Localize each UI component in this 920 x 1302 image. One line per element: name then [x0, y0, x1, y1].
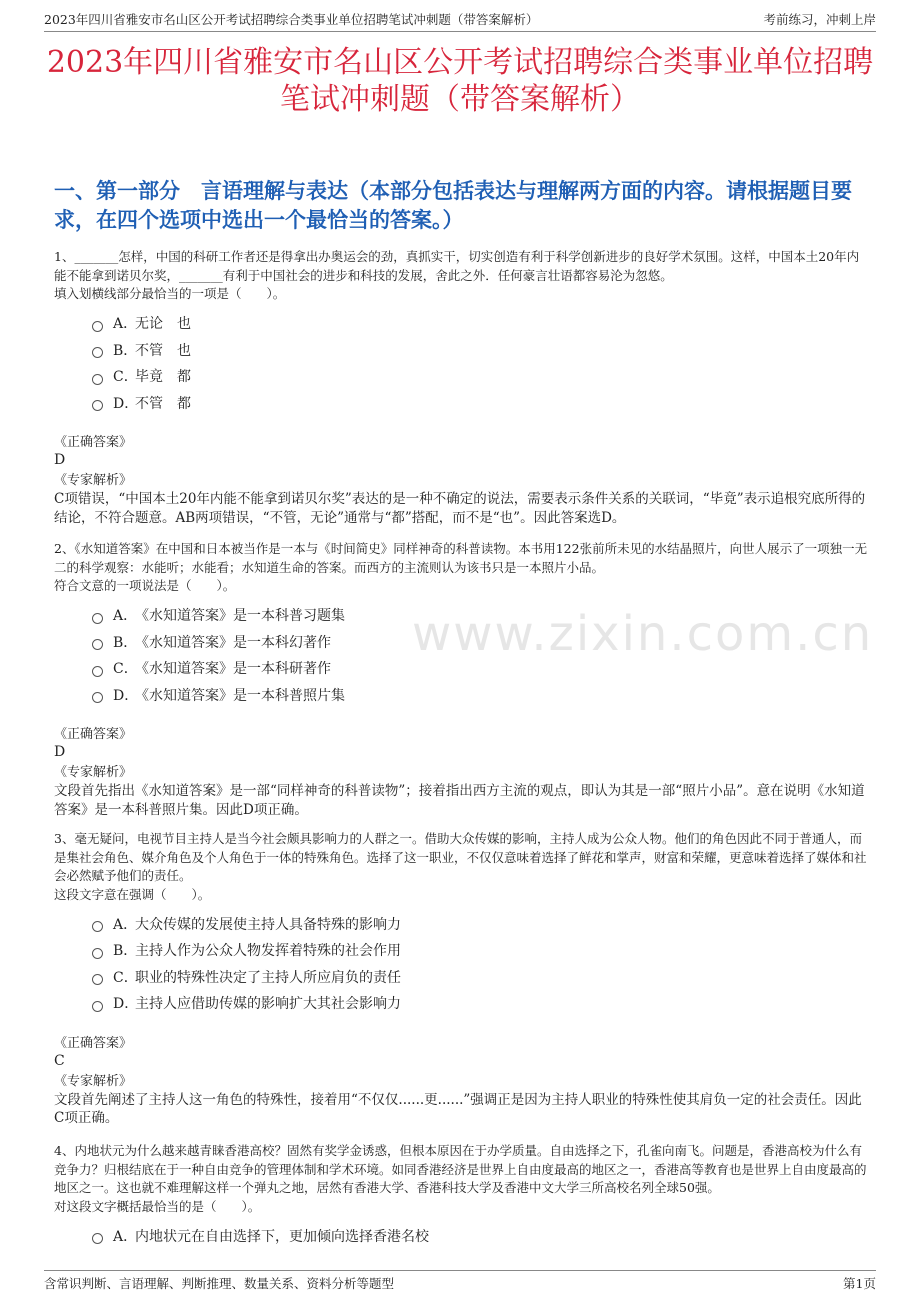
- option-letter: A．: [113, 1228, 138, 1245]
- question-text: 2、《水知道答案》在中国和日本被当作是一本与《时间简史》同样神奇的科普读物。本书用122张前所未见的水结晶照片，向世人展示了一项独一无二的科学观察：水能听；水能看；水知道生命的答案。而西方的主流则认为该书只是一本照片小品。: [54, 541, 868, 575]
- page-number: 第1页: [843, 1276, 876, 1291]
- watermark: www.zixin.com.cn: [412, 606, 874, 662]
- document-title: 2023年四川省雅安市名山区公开考试招聘综合类事业单位招聘笔试冲刺题（带答案解析）: [46, 45, 874, 117]
- option-letter: B．: [113, 634, 138, 651]
- option-text: 大众传媒的发展使主持人具备特殊的影响力: [135, 916, 401, 933]
- radio-icon[interactable]: [92, 948, 103, 959]
- option-d[interactable]: [92, 390, 868, 417]
- option-text: 主持人应借助传媒的影响扩大其社会影响力: [135, 996, 401, 1013]
- radio-icon[interactable]: [92, 400, 103, 411]
- question-2: [54, 540, 868, 819]
- option-letter: B．: [113, 342, 138, 359]
- option-letter: A．: [113, 316, 138, 333]
- option-a[interactable]: [92, 1223, 868, 1250]
- option-letter: B．: [113, 943, 138, 960]
- option-b[interactable]: [92, 337, 868, 364]
- footer-topics: 含常识判断、言语理解、判断推理、数量关系、资料分析等题型: [44, 1276, 395, 1291]
- option-list: [92, 602, 868, 708]
- option-b[interactable]: [92, 937, 868, 964]
- answer-value: C: [54, 1052, 65, 1069]
- analysis-text: 文段首先指出《水知道答案》是一部“同样神奇的科普读物”；接着指出西方主流的观点，即认为其是一部“照片小品”。意在说明《水知道答案》是一本科普照片集。因此D项正确。: [54, 783, 865, 818]
- analysis-label: 《专家解析》: [54, 473, 133, 488]
- analysis-label: 《专家解析》: [54, 765, 133, 780]
- radio-icon[interactable]: [92, 347, 103, 358]
- option-letter: D．: [113, 687, 139, 704]
- analysis-text: 文段首先阐述了主持人这一角色的特殊性，接着用“不仅仅......更......”强调正是因为主持人职业的特殊性使其肩负一定的社会责任。因此C项正确。: [54, 1091, 862, 1126]
- answer-value: D: [54, 452, 66, 468]
- section-heading: 一、第一部分 言语理解与表达（本部分包括表达与理解两方面的内容。请根据题目要求，在四个选项中选出一个最恰当的答案。）: [54, 178, 852, 232]
- question-text: 3、毫无疑问，电视节目主持人是当今社会颇具影响力的人群之一。借助大众传媒的影响，主持人成为公众人物。他们的角色因此不同于普通人，而是集社会角色、媒介角色及个人角色于一体的特殊角色。选择了这一职业，不仅仅意味着选择了鲜花和掌声，财富和荣耀，更意味着选择了媒体和社会必然赋予他们的责任。: [54, 831, 867, 883]
- option-a[interactable]: [92, 602, 868, 629]
- option-a[interactable]: [92, 310, 868, 337]
- option-b[interactable]: [92, 629, 868, 656]
- radio-icon[interactable]: [92, 374, 103, 385]
- option-letter: D．: [113, 996, 139, 1013]
- header-doc-title: 2023年四川省雅安市名山区公开考试招聘综合类事业单位招聘笔试冲刺题（带答案解析）: [44, 12, 539, 27]
- question-text: 1、_______怎样，中国的科研工作者还是得拿出办奥运会的劲，真抓实干，切实创造有利于科学创新进步的良好学术氛围。这样，中国本土20年内能不能拿到诺贝尔奖，_______有利于中国社会的进步和科技的发展，舍此之外．任何豪言壮语都容易沦为忽悠。: [54, 249, 860, 283]
- answer-label: 《正确答案》: [54, 1035, 133, 1051]
- option-text: 职业的特殊性决定了主持人所应肩负的责任: [135, 969, 401, 986]
- option-a[interactable]: [92, 911, 868, 938]
- question-prompt: 这段文字意在强调（ ）。: [54, 886, 211, 902]
- answer-value: D: [54, 744, 66, 760]
- option-d[interactable]: [92, 682, 868, 709]
- option-text: 主持人作为公众人物发挥着特殊的社会作用: [135, 943, 401, 960]
- question-prompt: 填入划横线部分最恰当的一项是（ ）。: [54, 286, 286, 301]
- radio-icon[interactable]: [92, 1001, 103, 1012]
- analysis-label: 《专家解析》: [54, 1073, 133, 1089]
- option-text: 不管 都: [135, 395, 191, 412]
- radio-icon[interactable]: [92, 666, 103, 677]
- option-text: 内地状元在自由选择下，更加倾向选择香港名校: [135, 1228, 429, 1245]
- radio-icon[interactable]: [92, 613, 103, 624]
- option-letter: A．: [113, 916, 138, 933]
- option-c[interactable]: [92, 964, 868, 991]
- option-list: [92, 310, 868, 416]
- answer-label: 《正确答案》: [54, 727, 133, 742]
- question-4: [54, 1142, 868, 1249]
- option-text: 《水知道答案》是一本科研著作: [135, 661, 331, 678]
- radio-icon[interactable]: [92, 692, 103, 703]
- option-d[interactable]: [92, 990, 868, 1017]
- radio-icon[interactable]: [92, 639, 103, 650]
- option-c[interactable]: [92, 655, 868, 682]
- radio-icon[interactable]: [92, 921, 103, 932]
- option-c[interactable]: [92, 363, 868, 390]
- radio-icon[interactable]: [92, 974, 103, 985]
- option-letter: A．: [113, 608, 138, 625]
- question-3: [54, 830, 868, 1128]
- question-text: 4、内地状元为什么越来越青睐香港高校？固然有奖学金诱惑，但根本原因在于办学质量。自由选择之下，孔雀向南飞。问题是，香港高校为什么有竞争力？归根结底在于一种自由竞争的管理体制和学术环境。如同香港经济是世界上自由度最高的地区之一，香港高等教育也是世界上自由度最高的地区之一。这也就不难理解这样一个弹丸之地，居然有香港大学、香港科技大学及香港中文大学三所高校名列全球50强。: [54, 1143, 867, 1195]
- answer-label: 《正确答案》: [54, 435, 133, 450]
- option-text: 《水知道答案》是一本科普习题集: [135, 608, 345, 625]
- option-letter: C．: [113, 969, 138, 986]
- radio-icon[interactable]: [92, 321, 103, 332]
- option-text: 《水知道答案》是一本科幻著作: [135, 634, 331, 651]
- header-slogan: 考前练习，冲刺上岸: [763, 12, 876, 27]
- option-text: 《水知道答案》是一本科普照片集: [135, 687, 345, 704]
- option-letter: D．: [113, 395, 139, 412]
- page-header: [44, 10, 876, 32]
- option-text: 不管 也: [135, 342, 191, 359]
- question-prompt: 符合文意的一项说法是（ ）。: [54, 578, 236, 593]
- page-footer: [44, 1270, 876, 1292]
- analysis-text: C项错误，“中国本土20年内能不能拿到诺贝尔奖”表达的是一种不确定的说法，需要表示条件关系的关联词，“毕竟”表示追根究底所得的结论，不符合题意。AB两项错误，“不管，无论”通常与“都”搭配，而不是“也”。因此答案选D。: [54, 491, 866, 526]
- question-prompt: 对这段文字概括最恰当的是（ ）。: [54, 1198, 261, 1214]
- radio-icon[interactable]: [92, 1233, 103, 1244]
- option-letter: C．: [113, 661, 138, 678]
- option-text: 无论 也: [135, 316, 191, 333]
- option-list: [92, 911, 868, 1017]
- option-text: 毕竟 都: [135, 369, 191, 386]
- option-list: [92, 1223, 868, 1250]
- question-1: [54, 248, 868, 527]
- option-letter: C．: [113, 369, 138, 386]
